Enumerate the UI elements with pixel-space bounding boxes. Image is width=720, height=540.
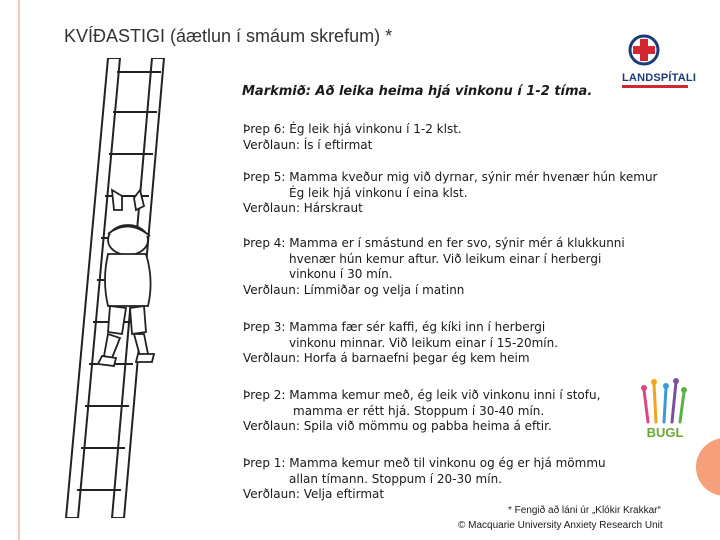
step-reward: Verðlaun: Ís í eftirmat <box>243 137 373 152</box>
bugl-logo-text: BUGL <box>646 425 684 440</box>
step-reward: Verðlaun: Velja eftirmat <box>243 487 385 502</box>
left-accent-rule <box>18 0 20 540</box>
step-text-continued: allan tímann. Stoppum í 20-30 mín. <box>289 471 502 486</box>
step-reward: Verðlaun: Hárskraut <box>243 201 363 216</box>
step-text: Þrep 1: Mamma kemur með til vinkonu og ég er hjá mömmu <box>243 456 606 470</box>
orange-decoration-circle <box>696 438 720 496</box>
step-4 <box>243 236 683 298</box>
step-reward: Verðlaun: Horfa á barnaefni þegar ég kem heim <box>243 351 530 366</box>
source-note: * Fengið að láni úr „Klókir Krakkar“ <box>508 505 661 516</box>
step-1 <box>243 456 683 503</box>
step-text-continued: mamma er rétt hjá. Stoppum í 30-40 mín. <box>293 403 545 418</box>
landspitali-logo-text: LANDSPÍTALI <box>622 72 697 84</box>
step-reward: Verðlaun: Spila við mömmu og pabba heima á eftir. <box>243 419 552 434</box>
step-text: Þrep 2: Mamma kemur með, ég leik við vinkonu inni í stofu, <box>243 388 601 402</box>
step-text-continued: Ég leik hjá vinkonu í eina klst. <box>289 185 468 200</box>
step-text-continued: vinkonu minnar. Við leikum einar í 15-20mín. <box>289 335 559 350</box>
step-text: Þrep 4: Mamma er í smástund en fer svo, sýnir mér á klukkunni <box>243 236 625 250</box>
step-reward: Verðlaun: Límmiðar og velja í matinn <box>243 282 465 297</box>
step-2 <box>243 388 683 435</box>
step-text: Þrep 3: Mamma fær sér kaffi, ég kíki inn í herbergi <box>243 320 546 334</box>
step-5 <box>243 170 683 217</box>
copyright-note: © Macquarie University Anxiety Research Unit <box>458 520 663 531</box>
step-6 <box>243 122 683 153</box>
step-3 <box>243 320 683 367</box>
slide-title: KVÍÐASTIGI (áætlun í smáum skrefum) * <box>64 26 393 46</box>
step-text: Þrep 5: Mamma kveður mig við dyrnar, sýnir mér hvenær hún kemur <box>243 170 658 184</box>
ladder-illustration <box>64 58 184 518</box>
step-text-continued: vinkonu í 30 mín. <box>289 267 393 282</box>
step-text-continued: hvenær hún kemur aftur. Við leikum einar í herbergi <box>289 251 602 266</box>
goal-text: Markmið: Að leika heima hjá vinkonu í 1-2 tíma. <box>242 84 593 99</box>
step-text: Þrep 6: Ég leik hjá vinkonu í 1-2 klst. <box>243 122 462 136</box>
